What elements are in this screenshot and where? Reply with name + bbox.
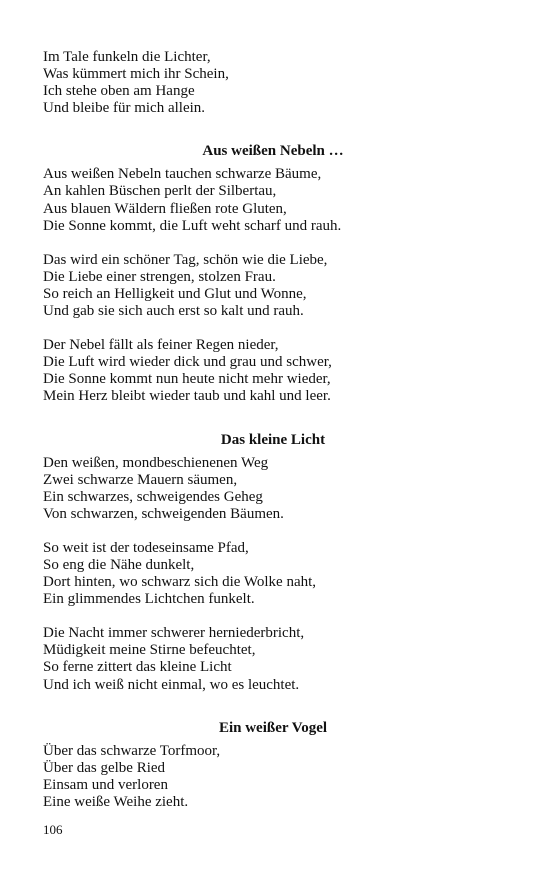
page-number: 106: [43, 822, 63, 837]
verse-line: Das wird ein schöner Tag, schön wie die Liebe,: [43, 251, 328, 268]
verse-line: Über das schwarze Torfmoor,: [43, 742, 221, 759]
poem-title: Das kleine Licht: [220, 431, 326, 448]
verse-line: Ich stehe oben am Hange: [43, 83, 195, 100]
verse-line: Zwei schwarze Mauern säumen,: [43, 471, 238, 488]
verse-line: Von schwarzen, schweigenden Bäumen.: [43, 505, 284, 522]
verse-line: So ferne zittert das kleine Licht: [43, 659, 232, 676]
stanza: [43, 743, 503, 811]
verse-line: Über das gelbe Ried: [43, 759, 166, 776]
verse-line: Was kümmert mich ihr Schein,: [43, 66, 229, 83]
poem-title: Aus weißen Nebeln …: [202, 143, 344, 160]
verse-line: Den weißen, mondbeschienenen Weg: [43, 454, 269, 471]
verse-line: Ein schwarzes, schweigendes Geheg: [43, 488, 263, 505]
verse-line: Und gab sie sich auch erst so kalt und rauh.: [43, 303, 304, 320]
stanza: [43, 49, 503, 117]
verse-line: Im Tale funkeln die Lichter,: [43, 49, 211, 65]
verse-line: Die Liebe einer strengen, stolzen Frau.: [43, 268, 276, 285]
verse-line: Müdigkeit meine Stirne befeuchtet,: [43, 642, 256, 659]
poem-title: Ein weißer Vogel: [218, 719, 328, 736]
page-text: [43, 49, 503, 811]
verse-line: Aus blauen Wäldern fließen rote Gluten,: [43, 200, 287, 217]
verse-line: So reich an Helligkeit und Glut und Wonne,: [43, 285, 307, 302]
verse-line: Ein glimmendes Lichtchen funkelt.: [43, 591, 255, 608]
stanza: [43, 166, 503, 234]
verse-line: Die Sonne kommt nun heute nicht mehr wieder,: [43, 371, 331, 388]
verse-line: Die Sonne kommt, die Luft weht scharf und rauh.: [43, 217, 342, 234]
verse-line: An kahlen Büschen perlt der Silbertau,: [43, 183, 277, 200]
stanza: [43, 625, 503, 693]
verse-line: Dort hinten, wo schwarz sich die Wolke naht,: [43, 574, 317, 591]
stanza: [43, 540, 503, 608]
verse-line: Aus weißen Nebeln tauchen schwarze Bäume,: [43, 166, 322, 183]
verse-line: Mein Herz bleibt wieder taub und kahl und leer.: [43, 388, 331, 405]
stanza: [43, 455, 503, 523]
verse-line: Der Nebel fällt als feiner Regen nieder,: [43, 337, 279, 354]
verse-line: Die Luft wird wieder dick und grau und schwer,: [43, 354, 332, 371]
stanza: [43, 252, 503, 320]
verse-line: Und ich weiß nicht einmal, wo es leuchtet.: [43, 676, 300, 693]
verse-line: Eine weiße Weihe zieht.: [43, 793, 189, 810]
verse-line: Und bleibe für mich allein.: [43, 100, 206, 117]
verse-line: Einsam und verloren: [43, 776, 168, 793]
verse-line: So eng die Nähe dunkelt,: [43, 556, 195, 573]
verse-line: Die Nacht immer schwerer herniederbricht,: [43, 625, 305, 642]
verse-line: So weit ist der todeseinsame Pfad,: [43, 539, 249, 556]
stanza: [43, 337, 503, 405]
